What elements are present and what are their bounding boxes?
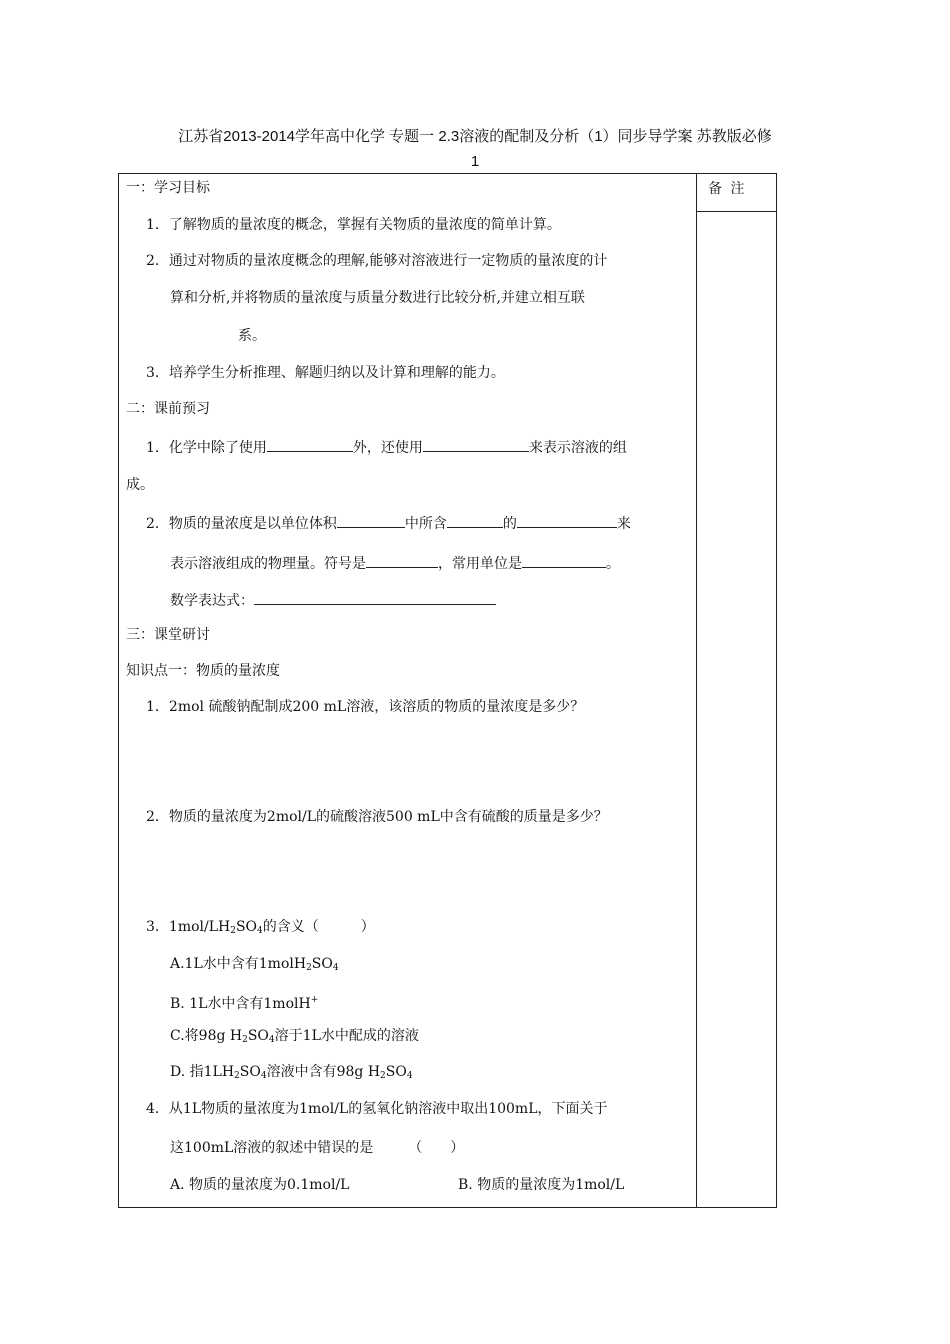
p3-text: 3．1mol/LH <box>146 919 231 935</box>
section-heading-discussion: 三：课堂研讨 <box>126 627 210 643</box>
subscript: 2 <box>230 926 236 936</box>
p3-text: 的含义（ ） <box>262 919 375 935</box>
problem-4-option-a: A. 物质的量浓度为0.1mol/L <box>170 1177 350 1193</box>
preview-question-1-cont: 成。 <box>126 477 154 493</box>
note-column-header: 备 注 <box>708 181 747 197</box>
option-text: D. 指1LH <box>170 1064 235 1080</box>
problem-2: 2．物质的量浓度为2mol/L的硫酸溶液500 mL中含有硫酸的质量是多少？ <box>146 809 608 825</box>
q2-text-h: 数学表达式： <box>170 593 254 609</box>
option-text: 溶于1L水中配成的溶液 <box>274 1028 419 1044</box>
title-line-1: 江苏省2013-2014学年高中化学 专题一 2.3溶液的配制及分析（1）同步导学案 苏教版必修 <box>178 128 772 145</box>
objective-1: 1．了解物质的量浓度的概念，掌握有关物质的量浓度的简单计算。 <box>146 217 561 233</box>
subscript: 4 <box>406 1071 413 1081</box>
subscript: 4 <box>257 926 263 936</box>
problem-4-option-b: B. 物质的量浓度为1mol/L <box>458 1177 625 1193</box>
q2-text-d: 来 <box>616 516 631 532</box>
fill-blank[interactable] <box>337 513 405 528</box>
subscript: 2 <box>380 1071 386 1081</box>
fill-blank[interactable] <box>517 513 617 528</box>
title-line-2: 1 <box>470 153 480 170</box>
fill-blank[interactable] <box>423 437 529 452</box>
subscript: 2 <box>242 1035 248 1045</box>
column-divider <box>696 173 697 1208</box>
subscript: 2 <box>234 1071 240 1081</box>
option-text: 溶液中含有98g H <box>266 1064 381 1080</box>
fill-blank[interactable] <box>366 553 438 568</box>
objective-2-line-2: 算和分析,并将物质的量浓度与质量分数进行比较分析,并建立相互联 <box>170 290 585 306</box>
problem-3-option-c <box>170 1027 419 1049</box>
objective-3: 3．培养学生分析推理、解题归纳以及计算和理解的能力。 <box>146 365 505 381</box>
subscript: 4 <box>268 1035 275 1045</box>
objective-2-line-3: 系。 <box>238 328 266 344</box>
document-title <box>100 124 850 174</box>
option-text: SO <box>239 1064 261 1080</box>
preview-question-1 <box>146 437 627 457</box>
problem-4-line-2: 这100mL溶液的叙述中错误的是 （ ） <box>170 1140 465 1156</box>
option-text: A.1L水中含有1molH <box>170 956 307 972</box>
problem-1: 1．2mol 硫酸钠配制成200 mL溶液，该溶质的物质的量浓度是多少？ <box>146 699 585 715</box>
q2-text-f: ，常用单位是 <box>438 556 522 572</box>
problem-4-line-1: 4．从1L物质的量浓度为1mol/L的氢氧化钠溶液中取出100mL，下面关于 <box>146 1101 608 1117</box>
section-heading-objectives: 一：学习目标 <box>126 180 210 196</box>
objective-2-line-1: 2．通过对物质的量浓度概念的理解,能够对溶液进行一定物质的量浓度的计 <box>146 253 608 269</box>
option-text: SO <box>311 956 333 972</box>
note-header-divider <box>697 211 777 212</box>
fill-blank[interactable] <box>267 437 353 452</box>
preview-question-2-line-2 <box>170 553 620 573</box>
preview-question-2-line-3 <box>170 590 496 610</box>
q2-text-b: 中所含 <box>404 516 447 532</box>
subscript: 4 <box>332 963 339 973</box>
q2-text-g: 。 <box>606 556 620 572</box>
fill-blank[interactable] <box>447 513 503 528</box>
q1-text-a: 1．化学中除了使用 <box>146 440 267 456</box>
q2-text-e: 表示溶液组成的物理量。符号是 <box>170 556 366 572</box>
q2-text-c: 的 <box>502 516 517 532</box>
problem-3-option-d <box>170 1063 413 1085</box>
option-text: SO <box>247 1028 269 1044</box>
preview-question-2 <box>146 513 631 533</box>
superscript: + <box>310 995 319 1005</box>
option-text: C.将98g H <box>170 1028 243 1044</box>
q1-text-b: 外，还使用 <box>352 440 423 456</box>
table-frame <box>118 173 777 1208</box>
subscript: 2 <box>306 963 312 973</box>
problem-3-option-b <box>170 991 318 1013</box>
fill-blank[interactable] <box>254 590 496 605</box>
section-heading-preview: 二：课前预习 <box>126 401 210 417</box>
fill-blank[interactable] <box>522 553 606 568</box>
option-text: B. 1L水中含有1molH <box>170 996 311 1012</box>
p3-text: SO <box>235 919 258 935</box>
problem-3 <box>146 918 375 940</box>
subscript: 4 <box>260 1071 267 1081</box>
problem-3-option-a <box>170 955 339 977</box>
q2-text-a: 2．物质的量浓度是以单位体积 <box>146 516 337 532</box>
knowledge-point-1: 知识点一：物质的量浓度 <box>126 663 280 679</box>
q1-text-c: 来表示溶液的组 <box>528 440 627 456</box>
option-text: SO <box>385 1064 407 1080</box>
